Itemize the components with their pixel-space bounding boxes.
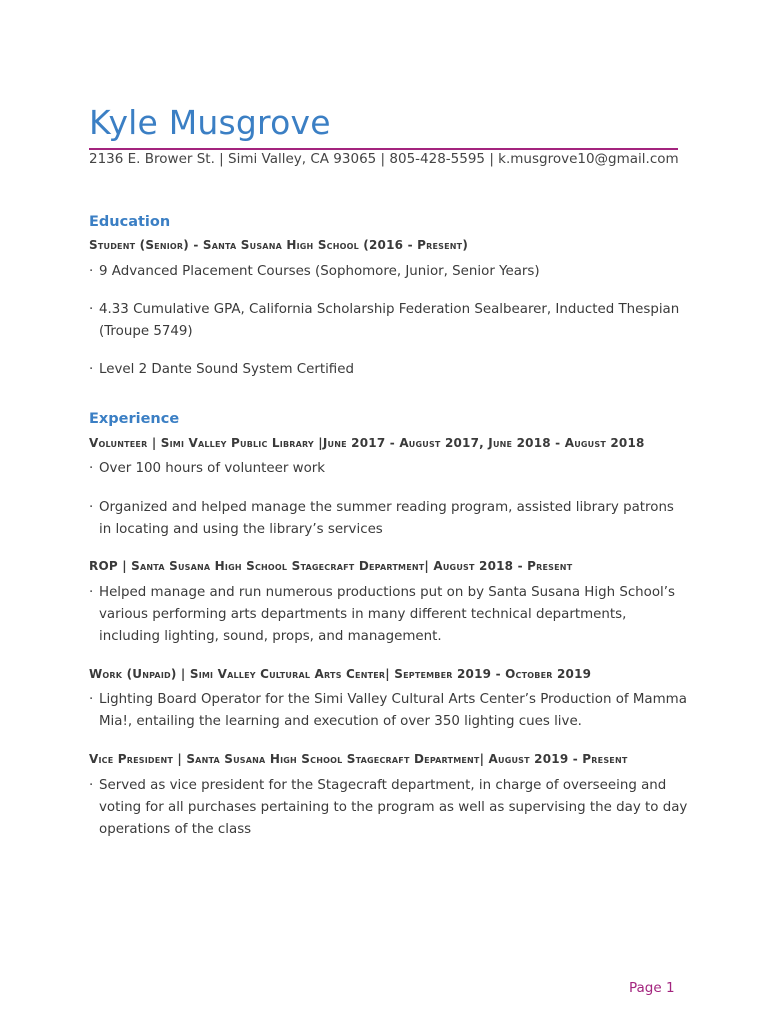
education-heading: Education xyxy=(89,214,171,230)
page-number: Page 1 xyxy=(629,980,675,996)
contact-line: 2136 E. Brower St. | Simi Valley, CA 93065 | 805-428-5595 | k.musgrove10@gmail.com xyxy=(89,151,679,167)
list-item: · Served as vice president for the Stagecraft department, in charge of overseeing and voting for all purchases pertaining to the program as well as supervising the day to day operations of the class xyxy=(89,775,689,841)
list-item: · 4.33 Cumulative GPA, California Scholarship Federation Sealbearer, Inducted Thespian (Troupe 5749) xyxy=(89,299,689,343)
list-item: · Organized and helped manage the summer reading program, assisted library patrons in locating and using the library’s services xyxy=(89,497,689,541)
list-item: · Level 2 Dante Sound System Certified xyxy=(89,359,689,381)
job-title: Work (Unpaid) | Simi Valley Cultural Arts Center| September 2019 - October 2019 xyxy=(89,667,592,681)
job-title: Vice President | Santa Susana High School Stagecraft Department| August 2019 - Present xyxy=(89,752,628,766)
bullet-icon: · xyxy=(89,461,94,476)
list-item: · Lighting Board Operator for the Simi Valley Cultural Arts Center’s Production of Mamma Mia!, entailing the learning and execution of over 350 lighting cues live. xyxy=(89,689,689,733)
list-item: · Over 100 hours of volunteer work xyxy=(89,458,689,480)
bullet-icon: · xyxy=(89,302,94,317)
bullet-icon: · xyxy=(89,692,94,707)
experience-heading: Experience xyxy=(89,411,180,427)
bullet-icon: · xyxy=(89,500,94,515)
job-title: ROP | Santa Susana High School Stagecraft Department| August 2018 - Present xyxy=(89,559,573,573)
bullet-icon: · xyxy=(89,585,94,600)
list-item: · 9 Advanced Placement Courses (Sophomore, Junior, Senior Years) xyxy=(89,261,689,283)
bullet-icon: · xyxy=(89,362,94,377)
education-role: Student (Senior) - Santa Susana High School (2016 - Present) xyxy=(89,238,469,252)
bullet-icon: · xyxy=(89,778,94,793)
resume-name: Kyle Musgrove xyxy=(89,103,331,142)
bullet-icon: · xyxy=(89,264,94,279)
job-title: Volunteer | Simi Valley Public Library |June 2017 - August 2017, June 2018 - August 2018 xyxy=(89,436,645,450)
list-item: · Helped manage and run numerous productions put on by Santa Susana High School’s various performing arts departments in many different technical departments, including lighting, sound, props, and management. xyxy=(89,582,689,648)
